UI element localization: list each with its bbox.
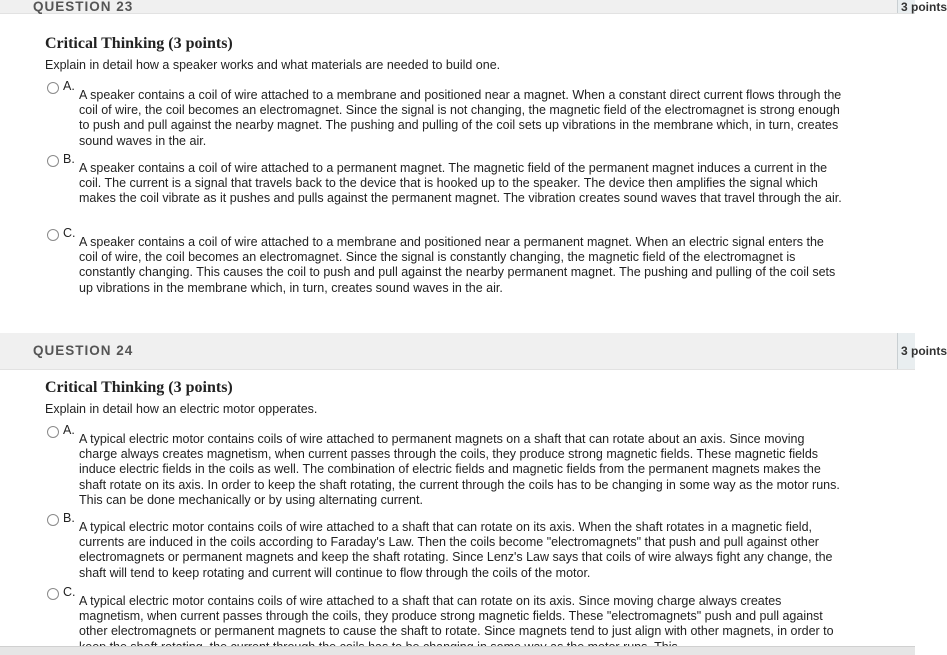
radio-button-a[interactable] (47, 82, 59, 94)
option-text: A speaker contains a coil of wire attached to a membrane and positioned near a permanent magnet. When an electric signal enters the coil of wire, the coil becomes an electromagnet. Since the signal is constantly changing, the magnetic field of the electromagnet is constantly changing. This causes the coil to push and pull against the nearby permanent magnet. The pushing and pulling of the coil sets up vibrations in the membrane which, in turn, creates sound waves in the air. (79, 235, 836, 295)
option-letter: B. (63, 152, 75, 166)
option-text: A typical electric motor contains coils of wire attached to a shaft that can rotate on its axis. When the shaft rotates in a magnetic field, currents are induced in the coils according to Faraday's Law. Then the coils become "electromagnets" that push and pull against other electromagnets or permanent magnets and keep the shaft rotating. Since Lenz's Law says that coils of wire always fight any change, the shaft will tend to keep rotating and current will continue to flow through the coils of the motor. (79, 520, 833, 580)
radio-button-a[interactable] (47, 426, 59, 438)
question-title: Critical Thinking (3 points) (45, 379, 233, 396)
bottom-scroll-edge (0, 646, 915, 655)
option-letter: C. (63, 585, 76, 599)
radio-button-c[interactable] (47, 229, 59, 241)
points-badge: 3 points (897, 333, 915, 369)
question-title: Critical Thinking (3 points) (45, 35, 233, 52)
option-letter: C. (63, 226, 76, 240)
radio-button-b[interactable] (47, 514, 59, 526)
question-23-header (0, 0, 947, 14)
question-number: QUESTION 23 (33, 0, 134, 14)
question-prompt: Explain in detail how a speaker works and what materials are needed to build one. (45, 58, 501, 72)
option-text: A typical electric motor contains coils of wire attached to permanent magnets on a shaft that can rotate about an axis. Since moving charge always creates magnetism, when current passes through the coils, they produce strong magnetic fields. These magnetic fields induce electric fields in the coils as well. The combination of electric fields and magnetic fields from the permanent magnets makes the shaft rotate on its axis. In order to keep the shaft rotating, the current through the coils has to be changing in some way as the motor runs. This can be done mechanically or by using alternating current. (79, 432, 840, 507)
option-text: A speaker contains a coil of wire attached to a membrane and positioned near a magnet. When a constant direct current flows through the coil of wire, the coil becomes an electromagnet. Since the signal is not changing, the magnetic field of the electromagnet is strong enough to push and pull against the nearby magnet. The pushing and pulling of the coil sets up vibrations in the membrane which, in turn, creates sound waves in the air. (79, 88, 842, 148)
question-24-header (0, 333, 947, 370)
question-prompt: Explain in detail how an electric motor opperates. (45, 402, 318, 416)
question-number: QUESTION 24 (33, 343, 134, 358)
option-text: A speaker contains a coil of wire attached to a permanent magnet. The magnetic field of the permanent magnet induces a current in the coil. The current is a signal that travels back to the device that is hooked up to the speaker. The device then amplifies the signal which makes the coil vibrate as it pushes and pulls against the permanent magnet. The vibration creates sound waves that travel through the air. (79, 161, 842, 206)
option-letter: B. (63, 511, 75, 525)
option-letter: A. (63, 423, 75, 437)
radio-button-b[interactable] (47, 155, 59, 167)
points-badge: 3 points (897, 0, 915, 13)
radio-button-c[interactable] (47, 588, 59, 600)
option-letter: A. (63, 79, 75, 93)
option-text: A typical electric motor contains coils of wire attached to a shaft that can rotate on its axis. Since moving charge always creates magnetism, when current passes through the coils, they produce strong magnetic fields. These "electromagnets" push and pull against other electromagnets or permanent magnets to cause the shaft to rotate. Since magnets tend to just align with other magnets, in order to (79, 594, 834, 639)
